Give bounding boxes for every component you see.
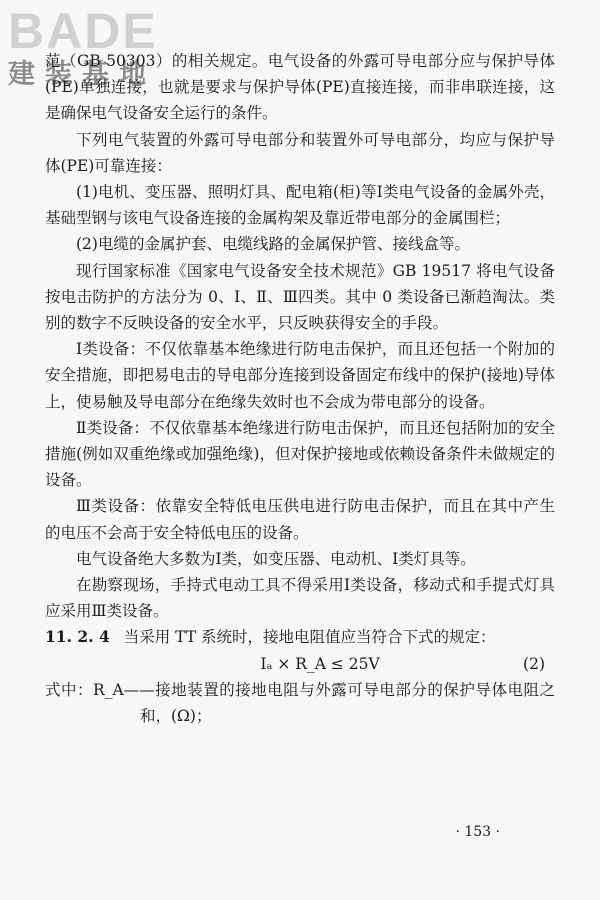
section-11-2-4 [45, 624, 555, 650]
definition-text: 接地装置的接地电阻与外露可导电部分的保护导体电阻之和，(Ω)； [140, 680, 555, 725]
formula-definition [45, 677, 555, 729]
formula-expression: Iₐ × R_A ≤ 25V [260, 654, 380, 673]
formula-number: (2) [523, 654, 545, 673]
formula [45, 651, 555, 677]
list-item-2: (2)电缆的金属护套、电缆线路的金属保护管、接线盒等。 [76, 235, 470, 254]
paragraph-class-2: Ⅱ类设备：不仅依靠基本绝缘进行防电击保护，而且还包括附加的安全措施(例如双重绝缘或加强绝缘)，但对保护接地或依赖设备条件未做规定的设备。 [45, 418, 555, 490]
paragraph-site: 在勘察现场，手持式电动工具不得采用Ⅰ类设备，移动式和手提式灯具应采用Ⅲ类设备。 [45, 576, 555, 621]
logo-brand: BADE [8, 3, 158, 59]
paragraph-class-1: Ⅰ类设备：不仅依靠基本绝缘进行防电击保护，而且还包括一个附加的安全措施，即把易电击的导电部分连接到设备固定布线中的保护(接地)导体上，使易触及导电部分在绝缘失效时也不会成为带电部分的设备。 [45, 340, 555, 411]
page-body [45, 48, 555, 729]
page-number: · 153 · [455, 824, 500, 840]
section-text: 当采用 TT 系统时，接地电阻值应当符合下式的规定： [123, 628, 496, 647]
paragraph-class-3: Ⅲ类设备：依靠安全特低电压供电进行防电击保护，而且在其中产生的电压不会高于安全特低电压的设备。 [45, 497, 555, 542]
section-number: 11. 2. 4 [45, 627, 110, 647]
paragraph-pe-connection: 下列电气装置的外露可导电部分和装置外可导电部分，均应与保护导体(PE)可靠连接： [45, 130, 555, 175]
definition-label: 式中：R_A—— [45, 680, 155, 699]
paragraph-standard: 现行国家标准《国家电气设备安全技术规范》GB 19517 将电气设备按电击防护的方法分为 0、Ⅰ、Ⅱ、Ⅲ四类。其中 0 类设备已渐趋淘汰。类别的数字不反映设备的安全水平，只反映获得安全的手段。 [45, 261, 555, 333]
paragraph-majority: 电气设备绝大多数为Ⅰ类，如变压器、电动机、Ⅰ类灯具等。 [76, 549, 476, 568]
paragraph-intro: 范（GB 50303）的相关规定。电气设备的外露可导电部分应与保护导体(PE)单独连接，也就是要求与保护导体(PE)直接连接，而非串联连接，这是确保电气设备安全运行的条件。 [45, 52, 555, 123]
list-item-1: (1)电机、变压器、照明灯具、配电箱(柜)等Ⅰ类电气设备的金属外壳，基础型钢与该电气设备连接的金属构架及靠近带电部分的金属围栏； [45, 183, 555, 228]
logo-subtitle: 建装基地 [8, 59, 156, 90]
